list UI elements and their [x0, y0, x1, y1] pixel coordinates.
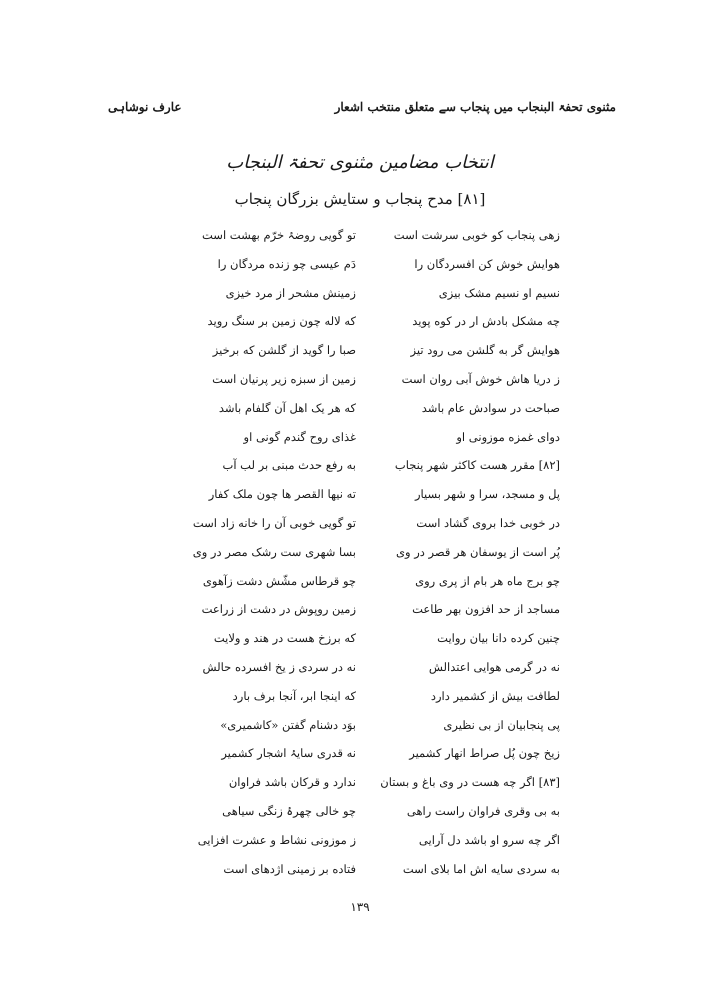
running-header-author: عارف نوشاہی	[108, 100, 182, 114]
couplet	[160, 481, 560, 510]
hemistich-first: زیخ چون پُل صراط انهار کشمیر	[409, 746, 560, 761]
couplet	[160, 452, 560, 481]
running-header-book-title: مثنوی تحفۃ البنجاب میں پنجاب سے متعلق منتخب اشعار	[334, 100, 616, 114]
couplet	[160, 625, 560, 654]
hemistich-first: چو برج ماه هر بام از پری روی	[415, 573, 560, 588]
hemistich-first: اگر چه سرو او باشد دل آرایی	[418, 832, 560, 847]
hemistich-second: که برزخ هست در هند و ولایت	[213, 631, 356, 646]
hemistich-first: نسیم او نسیم مشک بیزی	[438, 285, 560, 300]
couplet	[160, 769, 560, 798]
hemistich-first: [۸۲] مقرر هست کاکثر شهر پنجاب	[394, 458, 560, 473]
hemistich-second: ز موزونی نشاط و عشرت افزایی	[197, 832, 356, 847]
hemistich-first: صباحت در سوادش عام باشد	[421, 400, 560, 415]
section-title: انتخاب مضامین مثنوی تحفۃ البنجاب	[226, 152, 494, 173]
hemistich-second: که هر یک اهل آن گلفام باشد	[218, 400, 356, 415]
hemistich-first: زهی پنجاب کو خوبی سرشت است	[393, 228, 560, 242]
couplet	[160, 395, 560, 424]
couplet	[160, 424, 560, 453]
hemistich-first: چه مشکل بادش ار در کوه پوید	[412, 314, 560, 329]
hemistich-second: که لاله چون زمین بر سنگ روید	[207, 314, 356, 329]
poem	[160, 222, 560, 884]
hemistich-second: غذای روح گندم گونی او	[243, 429, 356, 444]
couplet	[160, 222, 560, 251]
hemistich-second: بسا شهری ست رشک مصر در وی	[192, 544, 356, 559]
hemistich-second: چو قرطاس مشّش دشت زآهوی	[202, 573, 356, 588]
hemistich-first: در خوبی خدا بروی گشاد است	[416, 515, 560, 530]
hemistich-second: دَمِ عیسی چو زنده مردگان را	[217, 256, 356, 271]
hemistich-first: پل و مسجد، سرا و شهر بسیار	[415, 487, 560, 502]
couplet	[160, 308, 560, 337]
couplet	[160, 510, 560, 539]
hemistich-second: نه در سردی ز یخ افسرده حالش	[202, 659, 356, 674]
hemistich-second: تو گویی روضۂ خرّم بهشت است	[202, 228, 356, 242]
hemistich-first: به سردی سایه اش اما بلای است	[402, 861, 560, 876]
hemistich-second: صبا را گوید از گلشن که برخیز	[212, 343, 356, 358]
hemistich-first: لطافت بیش از کشمیر دارد	[430, 688, 560, 703]
hemistich-second: ته نیها القصر ها چون ملک کفار	[208, 487, 356, 502]
couplet	[160, 539, 560, 568]
couplet	[160, 712, 560, 741]
running-header	[108, 100, 616, 122]
couplet	[160, 740, 560, 769]
hemistich-second: به رفع حدث مبنی بر لب آب	[222, 458, 356, 473]
couplet	[160, 280, 560, 309]
hemistich-second: بوَد دشنام گفتن «کاشمیری»	[220, 717, 356, 732]
hemistich-second: ندارد و قرکان باشد فراوان	[228, 775, 356, 790]
couplet	[160, 654, 560, 683]
couplet	[160, 366, 560, 395]
hemistich-first: دوای غمزه موزونی او	[456, 429, 560, 444]
couplet	[160, 596, 560, 625]
hemistich-second: تو گویی خوبی آن را خانه زاد است	[192, 515, 356, 530]
hemistich-first: هوایش خوش کن افسردگان را	[414, 256, 560, 271]
couplet	[160, 251, 560, 280]
hemistich-second: زمین روپوش در دشت از زراعت	[201, 602, 356, 617]
section-subtitle: [۸۱] مدح پنجاب و ستایش بزرگان پنجاب	[234, 190, 486, 208]
hemistich-second: که اینجا ابر، آنجا برف بارد	[232, 688, 356, 703]
hemistich-first: پی پنجابیان از بی نظیری	[443, 717, 560, 732]
couplet	[160, 683, 560, 712]
hemistich-second: چو خالی چهرۂ زنگی سیاهی	[222, 803, 356, 818]
hemistich-second: زمینش مشحر از مرد خیزی	[225, 285, 356, 300]
hemistich-first: به بی وقری فراوان راست راهی	[406, 803, 560, 818]
page-number: ۱۳۹	[350, 900, 370, 914]
hemistich-second: نه قدری سایۂ اشجار کشمیر	[221, 746, 356, 761]
hemistich-first: چنین کرده دانا بیان روایت	[437, 631, 560, 646]
couplet	[160, 337, 560, 366]
hemistich-first: ز دریا هاش خوش آبی روان است	[401, 371, 560, 386]
couplet	[160, 827, 560, 856]
hemistich-first: پُر است از یوسفان هر قصر در وی	[395, 544, 560, 559]
hemistich-first: [۸۳] اگر چه هست در وی باغ و بستان	[380, 775, 560, 790]
hemistich-second: فتاده بر زمینی اژدهای است	[223, 861, 356, 876]
couplet	[160, 798, 560, 827]
hemistich-first: نه در گرمی هوایی اعتدالش	[428, 659, 560, 674]
hemistich-first: هوایش گر به گلشن می رود تیز	[410, 343, 560, 358]
hemistich-second: زمین از سبزه زیر پرنیان است	[212, 371, 356, 386]
hemistich-first: مساجد از حد افزون بهر طاعت	[412, 602, 560, 617]
couplet	[160, 856, 560, 885]
couplet	[160, 568, 560, 597]
